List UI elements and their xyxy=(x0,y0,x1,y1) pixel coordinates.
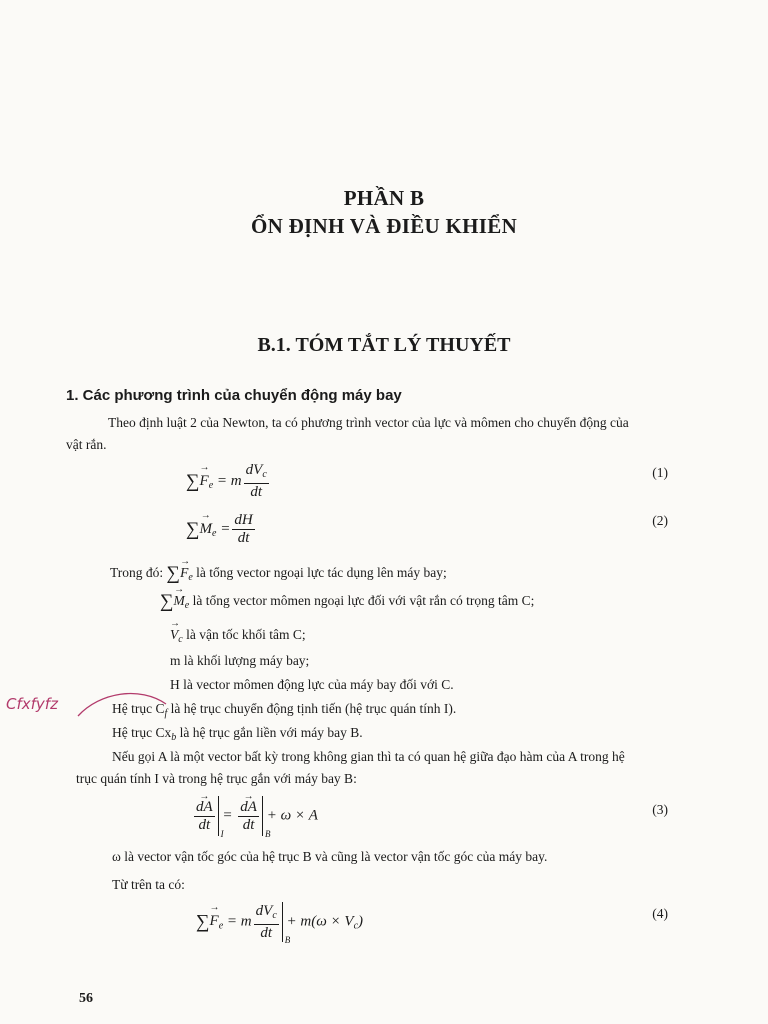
intro-line-2: vật rắn. xyxy=(66,437,107,452)
section-title: B.1. TÓM TẮT LÝ THUYẾT xyxy=(257,334,511,356)
equation-2: ∑→ $M_e$ = $\frac{dH}{dt}$ xyxy=(186,512,257,547)
definition-1: Trong đó: ∑→ $F_e$ là tổng vector ngoại lực tác dụng lên máy bay; xyxy=(110,564,447,587)
frame-inertial-line: Hệ trục $C_f$ là hệ trục chuyển động tịnh tiến (hệ trục quán tính I). xyxy=(112,701,457,719)
para2-line-2: trục quán tính I và trong hệ trục gắn với máy bay B: xyxy=(76,771,357,786)
part-label: PHẦN B xyxy=(343,186,425,210)
definition-3: → $V_c$ là vận tốc khối tâm C; xyxy=(170,626,306,649)
equation-1-number: (1) xyxy=(652,465,668,480)
frame-body-line: Hệ trục $Cx_b$ là hệ trục gắn liền với máy bay B. xyxy=(112,725,363,743)
definition-4: m là khối lượng máy bay; xyxy=(170,653,310,668)
part-title: ỔN ĐỊNH VÀ ĐIỀU KHIỂN xyxy=(250,214,518,238)
equation-1: ∑→ $F_e = m$ $\frac{dV_c}{dt}$ xyxy=(186,462,271,501)
equation-4: ∑→ $F_e = m$ $\frac{dV_c}{dt}$ B + $m(\omega \times V_c)$ xyxy=(196,902,363,942)
equation-2-number: (2) xyxy=(652,513,668,528)
handwritten-note: Cfxfyfz xyxy=(6,695,58,713)
intro-line-1: Theo định luật 2 của Newton, ta có phương trình vector của lực và mômen cho chuyển động của xyxy=(108,415,629,430)
omega-description: ω là vector vận tốc góc của hệ trục B và cũng là vector vận tốc góc của máy bay. xyxy=(112,849,548,864)
definition-5: H là vector mômen động lực của máy bay đối với C. xyxy=(170,677,454,692)
equation-3-number: (3) xyxy=(652,802,668,817)
page-number: 56 xyxy=(79,991,93,1006)
equation-4-number: (4) xyxy=(652,906,668,921)
from-above-text: Từ trên ta có: xyxy=(112,877,185,892)
equation-3: → $\frac{dA}{dt}$ I = → $\frac{dA}{dt}$ B + ω × A xyxy=(192,796,318,836)
subsection-title: 1. Các phương trình của chuyển động máy bay xyxy=(66,387,402,404)
para2-line-1: Nếu gọi A là một vector bất kỳ trong không gian thì ta có quan hệ giữa đạo hàm của A trong hệ xyxy=(112,749,625,764)
definition-2: ∑→ $M_e$ là tổng vector mômen ngoại lực đối với vật rắn có trọng tâm C; xyxy=(160,592,534,615)
